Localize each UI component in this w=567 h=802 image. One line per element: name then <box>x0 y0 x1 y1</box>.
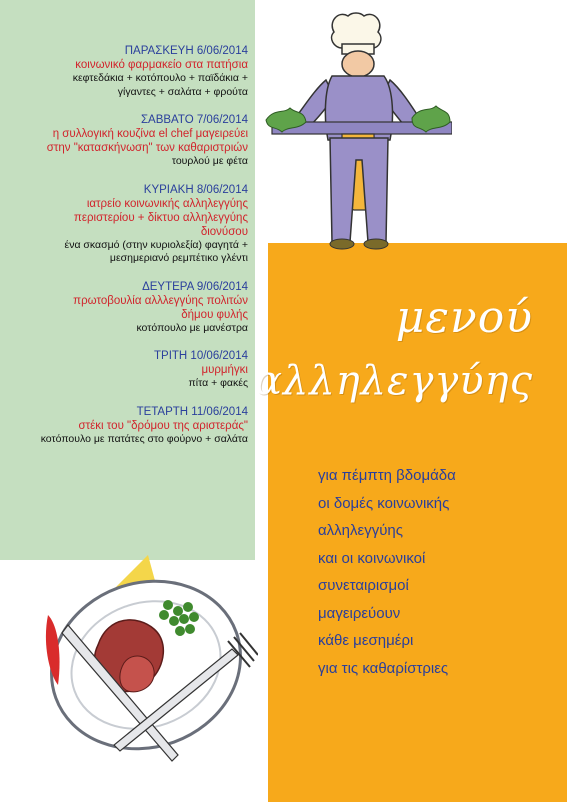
venue-line: στέκι του "δρόμου της αριστεράς" <box>78 419 248 432</box>
day-date: ΠΑΡΑΣΚΕΥΗ 6/06/2014 <box>124 45 248 57</box>
venue-line: μυρμήγκι <box>201 364 248 376</box>
schedule-day <box>0 113 248 169</box>
day-date: ΔΕΥΤΕΡΑ 9/06/2014 <box>142 280 248 293</box>
dish-line: ένα σκασμό (στην κυριολεξία) φαγητά + <box>64 238 248 251</box>
venue-line: διονύσου <box>200 225 248 238</box>
venue-line: η συλλογική κουζίνα el chef μαγειρεύει <box>52 128 248 140</box>
day-date: ΤΡΙΤΗ 10/06/2014 <box>154 350 248 362</box>
plate-illustration-icon <box>28 545 258 775</box>
description-line: συνεταιρισμοί <box>318 577 409 594</box>
dish-line: μεσημεριανό ρεμπέτικο γλέντι <box>109 252 248 264</box>
dish-line: τουρλού με φέτα <box>171 155 248 167</box>
venue-line: κοινωνικό φαρμακείο στα πατήσια <box>75 59 248 71</box>
day-date: ΚΥΡΙΑΚΗ 8/06/2014 <box>143 183 248 196</box>
dish-line: κοτόπουλο με πατάτες στο φούρνο + σαλάτα <box>40 432 248 445</box>
title-line-2: αλληλεγγύης <box>255 358 533 404</box>
day-date: ΣΑΒΒΑΤΟ 7/06/2014 <box>140 114 248 126</box>
schedule-day <box>0 44 248 99</box>
schedule-day <box>0 349 248 391</box>
dish-line: κεφτεδάκια + κοτόπουλο + παϊδάκια + <box>72 72 248 84</box>
schedule-day <box>0 405 248 447</box>
description-text <box>318 462 538 682</box>
title-line-1: μενού <box>395 292 533 343</box>
schedule-day <box>0 183 248 266</box>
schedule-list <box>0 44 248 460</box>
description-line: για τις καθαρίστριες <box>318 659 449 677</box>
description-line: κάθε μεσημέρι <box>318 632 414 649</box>
dish-line: πίτα + φακές <box>188 377 248 389</box>
day-date: ΤΕΤΑΡΤΗ 11/06/2014 <box>136 405 248 418</box>
venue-line: δήμου φυλής <box>181 308 248 321</box>
dish-line: γίγαντες + σαλάτα + φρούτα <box>117 85 248 98</box>
schedule-day <box>0 280 248 336</box>
description-line: αλληλεγγύης <box>318 522 403 539</box>
dish-line: κοτόπουλο με μανέστρα <box>136 321 248 334</box>
description-line: οι δομές κοινωνικής <box>318 494 450 512</box>
description-line: και οι κοινωνικοί <box>318 549 426 567</box>
venue-line: πρωτοβουλία αλλλεγγύης πολιτών <box>73 294 248 307</box>
venue-line: περιστερίου + δίκτυο αλληλεγγύης <box>73 211 248 224</box>
venue-line: στην "κατασκήνωση" των καθαριστριών <box>46 142 248 154</box>
description-line: για πέμπτη βδομάδα <box>318 467 456 484</box>
chef-illustration-icon <box>262 10 452 250</box>
venue-line: ιατρείο κοινωνικής αλληλεγγύης <box>86 197 248 210</box>
description-line: μαγειρεύουν <box>318 604 401 622</box>
